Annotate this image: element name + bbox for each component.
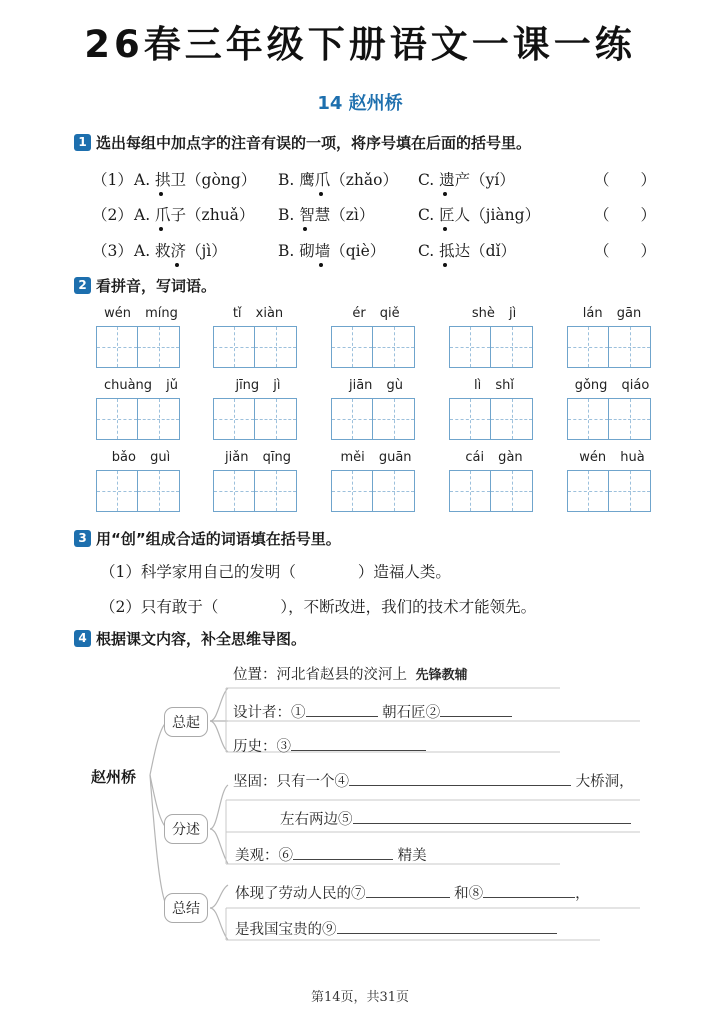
writing-cell-pair[interactable] [567, 326, 651, 368]
beauty-tail: 精美 [397, 848, 427, 864]
question-row [92, 239, 672, 265]
pinyin-label: gǒng qiáo [574, 378, 650, 393]
pinyin-label: bǎo guì [111, 450, 171, 465]
writing-cell[interactable] [449, 326, 491, 368]
writing-cell[interactable] [331, 470, 373, 512]
question-number: （1） [92, 171, 133, 189]
option-a: A. 爪子（zhuǎ） [134, 206, 255, 224]
writing-cell[interactable] [331, 326, 373, 368]
writing-cell-pair[interactable] [331, 470, 415, 512]
solid-line [233, 770, 634, 791]
writing-cell[interactable] [449, 470, 491, 512]
pinyin-label: jīng jì [235, 378, 281, 393]
question-row [92, 203, 672, 229]
writing-cell[interactable] [213, 326, 255, 368]
writing-cell-pair[interactable] [96, 470, 180, 512]
blank-8[interactable] [483, 884, 575, 898]
writing-cell-pair[interactable] [331, 326, 415, 368]
summary-and: 和⑧ [454, 886, 484, 902]
pinyin-label: lán gān [582, 306, 642, 321]
solid-label: 坚固：只有一个④ [233, 774, 349, 790]
answer-parentheses[interactable]: （ ） [594, 206, 657, 224]
writing-cell[interactable] [609, 326, 651, 368]
writing-cell[interactable] [491, 470, 533, 512]
answer-parentheses[interactable]: （ ） [594, 171, 657, 189]
question-number: （2） [92, 206, 133, 224]
writing-cell[interactable] [567, 326, 609, 368]
emphasis-dot [159, 227, 163, 231]
section-instruction: 看拼音，写词语。 [96, 276, 217, 295]
question-row [92, 168, 672, 194]
writing-cell[interactable] [213, 470, 255, 512]
mind-map-connectors [0, 640, 720, 960]
beauty-label: 美观：⑥ [235, 848, 293, 864]
writing-cell[interactable] [96, 398, 138, 440]
section-3-heading [74, 527, 341, 549]
emphasis-dot [303, 227, 307, 231]
writing-cell[interactable] [567, 470, 609, 512]
writing-cell[interactable] [138, 398, 180, 440]
solid-sides-label: 左右两边⑤ [280, 812, 353, 828]
writing-cell-pair[interactable] [213, 470, 297, 512]
pinyin-label: měi guān [340, 450, 412, 465]
writing-cell-pair[interactable] [449, 470, 533, 512]
solid-line-2 [280, 808, 631, 829]
blank-7[interactable] [366, 884, 450, 898]
option-b: B. 鹰爪（zhǎo） [278, 171, 398, 189]
writing-cell[interactable] [331, 398, 373, 440]
section-number-badge: 1 [74, 134, 91, 151]
branch-detail: 分述 [164, 814, 208, 844]
writing-cell[interactable] [609, 398, 651, 440]
option-b: B. 砌墙（qiè） [278, 242, 386, 260]
writing-cell[interactable] [373, 398, 415, 440]
option-b: B. 智慧（zì） [278, 206, 375, 224]
summary-label: 体现了劳动人民的⑦ [235, 886, 366, 902]
pinyin-label: cái gàn [465, 450, 523, 465]
writing-cell-pair[interactable] [449, 398, 533, 440]
writing-cell-pair[interactable] [331, 398, 415, 440]
writing-cell[interactable] [138, 470, 180, 512]
location-line [233, 663, 468, 684]
emphasis-dot [319, 263, 323, 267]
fill-in-sentence[interactable]: （2）只有敢于（ ），不断改进，我们的技术才能领先。 [100, 598, 537, 616]
branch-summary: 总结 [164, 893, 208, 923]
writing-cell[interactable] [138, 326, 180, 368]
writing-cell[interactable] [255, 398, 297, 440]
summary-comma: ， [575, 886, 590, 902]
option-a: A. 救济（jì） [134, 242, 227, 260]
designer-line [233, 701, 512, 722]
summary-line [235, 882, 590, 903]
writing-cell[interactable] [567, 398, 609, 440]
beauty-line [235, 844, 427, 865]
emphasis-dot [159, 192, 163, 196]
blank-3[interactable] [291, 737, 426, 751]
writing-cell-pair[interactable] [567, 470, 651, 512]
emphasis-dot [443, 227, 447, 231]
pinyin-label: shè jì [471, 306, 517, 321]
section-number-badge: 3 [74, 530, 91, 547]
pinyin-label: jiān gù [348, 378, 404, 393]
pinyin-label: chuàng jǔ [103, 378, 179, 393]
blank-6[interactable] [293, 846, 393, 860]
page-title: 26春三年级下册语文一课一练 [84, 23, 636, 66]
history-label: 历史：③ [233, 739, 291, 755]
section-1-heading [74, 131, 531, 153]
question-number: （3） [92, 242, 133, 260]
section-number-badge: 4 [74, 630, 91, 647]
section-instruction: 选出每组中加点字的注音有误的一项，将序号填在后面的括号里。 [96, 133, 532, 152]
pinyin-label: wén míng [104, 306, 178, 321]
pinyin-label: lì shǐ [474, 378, 514, 393]
watermark: 先锋教辅 [415, 668, 468, 683]
lesson-title: 14 赵州桥 [317, 93, 403, 114]
writing-cell-pair[interactable] [213, 326, 297, 368]
writing-cell[interactable] [213, 398, 255, 440]
section-number-badge: 2 [74, 277, 91, 294]
section-2-heading [74, 274, 216, 296]
answer-parentheses[interactable]: （ ） [594, 242, 657, 260]
writing-cell[interactable] [373, 470, 415, 512]
blank-1[interactable] [306, 703, 378, 717]
summary-line-2 [235, 918, 557, 939]
emphasis-dot [319, 192, 323, 196]
blank-2[interactable] [440, 703, 512, 717]
location-text: 位置：河北省赵县的洨河上 [233, 667, 407, 683]
writing-cell[interactable] [609, 470, 651, 512]
designer-mid: 朝石匠② [382, 705, 441, 721]
writing-cell[interactable] [255, 470, 297, 512]
history-line [233, 735, 426, 756]
option-c: C. 抵达（dǐ） [418, 242, 517, 260]
section-instruction: 用“创”组成合适的词语填在括号里。 [96, 529, 341, 548]
section-instruction: 根据课文内容，补全思维导图。 [96, 629, 307, 648]
blank-4[interactable] [349, 772, 571, 786]
option-c: C. 遗产（yí） [418, 171, 515, 189]
writing-cell[interactable] [255, 326, 297, 368]
writing-cell-pair[interactable] [449, 326, 533, 368]
designer-label: 设计者：① [233, 705, 306, 721]
fill-in-sentence[interactable]: （1）科学家用自己的发明（ ）造福人类。 [100, 563, 451, 581]
pinyin-label: ér qiě [352, 306, 400, 321]
pinyin-label: tǐ xiàn [232, 306, 284, 321]
emphasis-dot [175, 263, 179, 267]
summary-treasure: 是我国宝贵的⑨ [235, 922, 337, 938]
writing-cell-pair[interactable] [567, 398, 651, 440]
writing-cell[interactable] [491, 326, 533, 368]
blank-9[interactable] [337, 920, 557, 934]
emphasis-dot [443, 263, 447, 267]
writing-cell[interactable] [373, 326, 415, 368]
emphasis-dot [443, 192, 447, 196]
writing-cell-pair[interactable] [96, 398, 180, 440]
pinyin-label: jiǎn qīng [225, 450, 291, 465]
writing-cell[interactable] [491, 398, 533, 440]
writing-cell-pair[interactable] [96, 326, 180, 368]
blank-5[interactable] [353, 810, 631, 824]
option-c: C. 匠人（jiàng） [418, 206, 541, 224]
writing-cell[interactable] [96, 326, 138, 368]
writing-cell-pair[interactable] [213, 398, 297, 440]
solid-tail: 大桥洞， [575, 774, 634, 790]
mind-map-center: 赵州桥 [91, 768, 137, 786]
option-a: A. 拱卫（gòng） [134, 171, 257, 189]
writing-cell[interactable] [96, 470, 138, 512]
branch-intro: 总起 [164, 707, 208, 737]
page-footer: 第14页，共31页 [310, 990, 410, 1005]
pinyin-label: wén huà [579, 450, 645, 465]
writing-cell[interactable] [449, 398, 491, 440]
